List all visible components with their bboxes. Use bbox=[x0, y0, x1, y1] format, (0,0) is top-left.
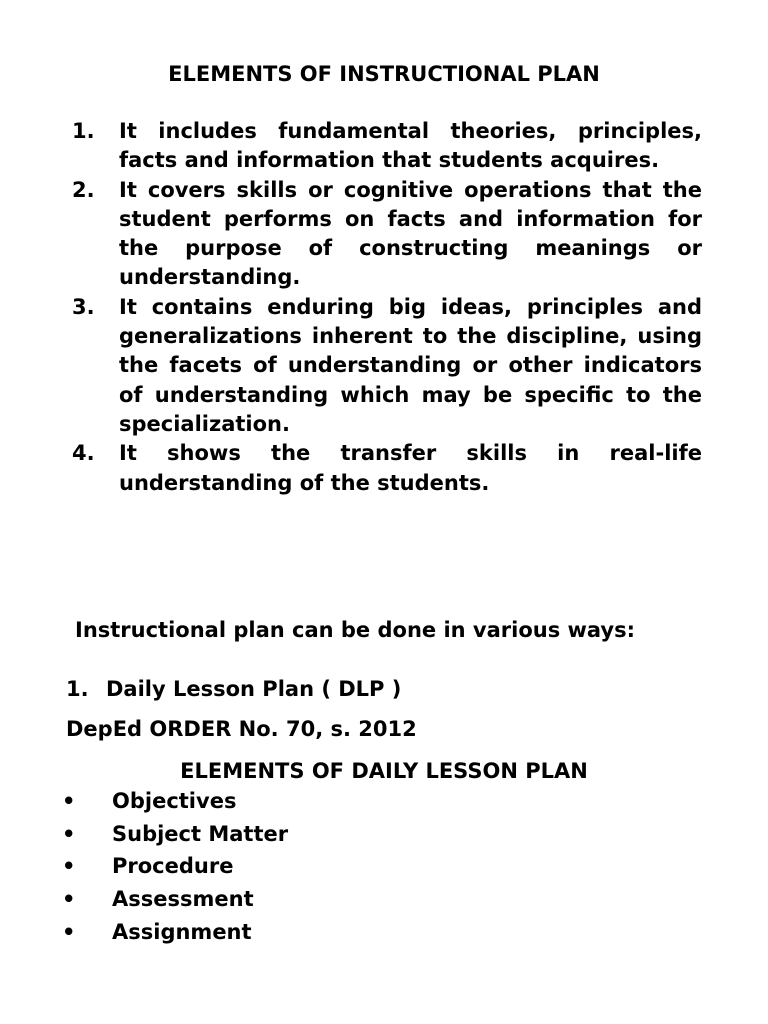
list-item-number: 3. bbox=[72, 294, 95, 319]
list-item-number: 1. bbox=[72, 119, 95, 143]
dlp-label: Daily Lesson Plan ( DLP ) bbox=[106, 677, 402, 701]
list-item bbox=[72, 176, 702, 293]
list-item-text: Assessment bbox=[112, 887, 254, 912]
list-item-text: It shows the transfer skills in real-life understanding of the students. bbox=[119, 441, 702, 495]
deped-order-line: DepEd ORDER No. 70, s. 2012 bbox=[66, 717, 417, 741]
list-item bbox=[72, 439, 702, 498]
dlp-number: 1. bbox=[66, 677, 89, 701]
list-item-number: 4. bbox=[72, 441, 95, 466]
list-item-text: It covers skills or cognitive operations that the student performs on facts and information for the purpose of constructing meanings or understanding. bbox=[119, 177, 702, 290]
section-subtitle: ELEMENTS OF DAILY LESSON PLAN bbox=[180, 759, 588, 783]
bullet-icon: • bbox=[62, 919, 76, 944]
list-item-number: 2. bbox=[72, 177, 95, 202]
list-item-text: Objectives bbox=[112, 789, 237, 813]
bullet-icon: • bbox=[62, 887, 76, 912]
list-item bbox=[72, 293, 702, 439]
intro-paragraph: Instructional plan can be done in various ways: bbox=[75, 618, 636, 642]
bullet-icon: • bbox=[62, 789, 76, 813]
list-item-text: Procedure bbox=[112, 854, 234, 879]
list-item bbox=[72, 117, 702, 176]
document-title: ELEMENTS OF INSTRUCTIONAL PLAN bbox=[168, 62, 600, 86]
daily-lesson-plan-heading bbox=[66, 674, 401, 704]
list-item-text: Assignment bbox=[112, 919, 252, 944]
instructional-plan-elements-list bbox=[72, 117, 702, 498]
list-item-text: It contains enduring big ideas, principles and generalizations inherent to the discipline, using the facets of understanding or other indicators of understanding which may be specific to the specialization. bbox=[119, 294, 702, 436]
list-item-text: Subject Matter bbox=[112, 821, 289, 846]
bullet-icon: • bbox=[62, 821, 76, 846]
list-item-text: It includes fundamental theories, principles, facts and information that students acquires. bbox=[119, 119, 702, 173]
bullet-icon: • bbox=[62, 854, 76, 879]
